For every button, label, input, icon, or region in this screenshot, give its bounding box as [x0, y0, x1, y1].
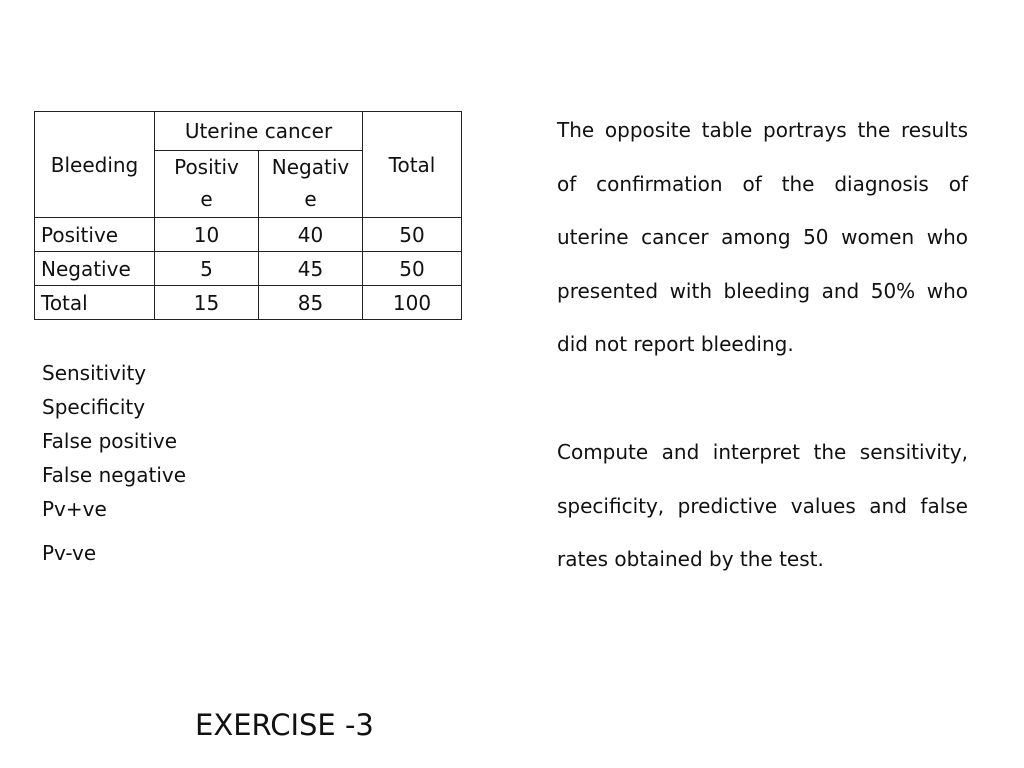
- cell-negative: 45: [259, 252, 363, 286]
- description-paragraph-1: The opposite table portrays the results of confirmation of the diagnosis of uterine cancer among 50 women who presented with bleeding and 50% who did not report bleeding.: [557, 118, 968, 357]
- cell-negative: 40: [259, 218, 363, 252]
- column-header-negative-line2: e: [304, 187, 317, 211]
- column-header-positive-line2: e: [200, 187, 213, 211]
- column-header-total: Total: [363, 112, 462, 218]
- row-header-bleeding: Bleeding: [35, 112, 155, 218]
- row-label: Negative: [35, 252, 155, 286]
- column-group-uterine-cancer: Uterine cancer: [155, 112, 363, 151]
- exercise-title: EXERCISE -3: [195, 708, 374, 742]
- row-label: Positive: [35, 218, 155, 252]
- cell-total: 50: [363, 218, 462, 252]
- measure-item: False negative: [42, 463, 187, 487]
- table-row: [35, 218, 462, 252]
- column-header-negative: [259, 151, 363, 218]
- row-label: Total: [35, 286, 155, 320]
- cell-positive: 10: [155, 218, 259, 252]
- measure-item: Sensitivity: [42, 361, 147, 385]
- description-paragraph-2: Compute and interpret the sensitivity, specificity, predictive values and false rates obtained by the test.: [557, 439, 968, 572]
- column-header-positive-line1: Positiv: [174, 155, 239, 179]
- cell-positive: 15: [155, 286, 259, 320]
- column-header-negative-line1: Negativ: [271, 155, 350, 179]
- table-row: [35, 286, 462, 320]
- cell-total: 100: [363, 286, 462, 320]
- measure-item: Specificity: [42, 395, 146, 419]
- description: [557, 104, 968, 587]
- cell-total: 50: [363, 252, 462, 286]
- column-header-positive: [155, 151, 259, 218]
- measure-item: Pv-ve: [42, 541, 97, 565]
- table-header-row: [35, 112, 462, 151]
- cell-negative: 85: [259, 286, 363, 320]
- cell-positive: 5: [155, 252, 259, 286]
- measure-item: False positive: [42, 429, 178, 453]
- contingency-table: [34, 111, 462, 320]
- measure-item: Pv+ve: [42, 497, 107, 521]
- measures-list: [42, 356, 192, 570]
- table-row: [35, 252, 462, 286]
